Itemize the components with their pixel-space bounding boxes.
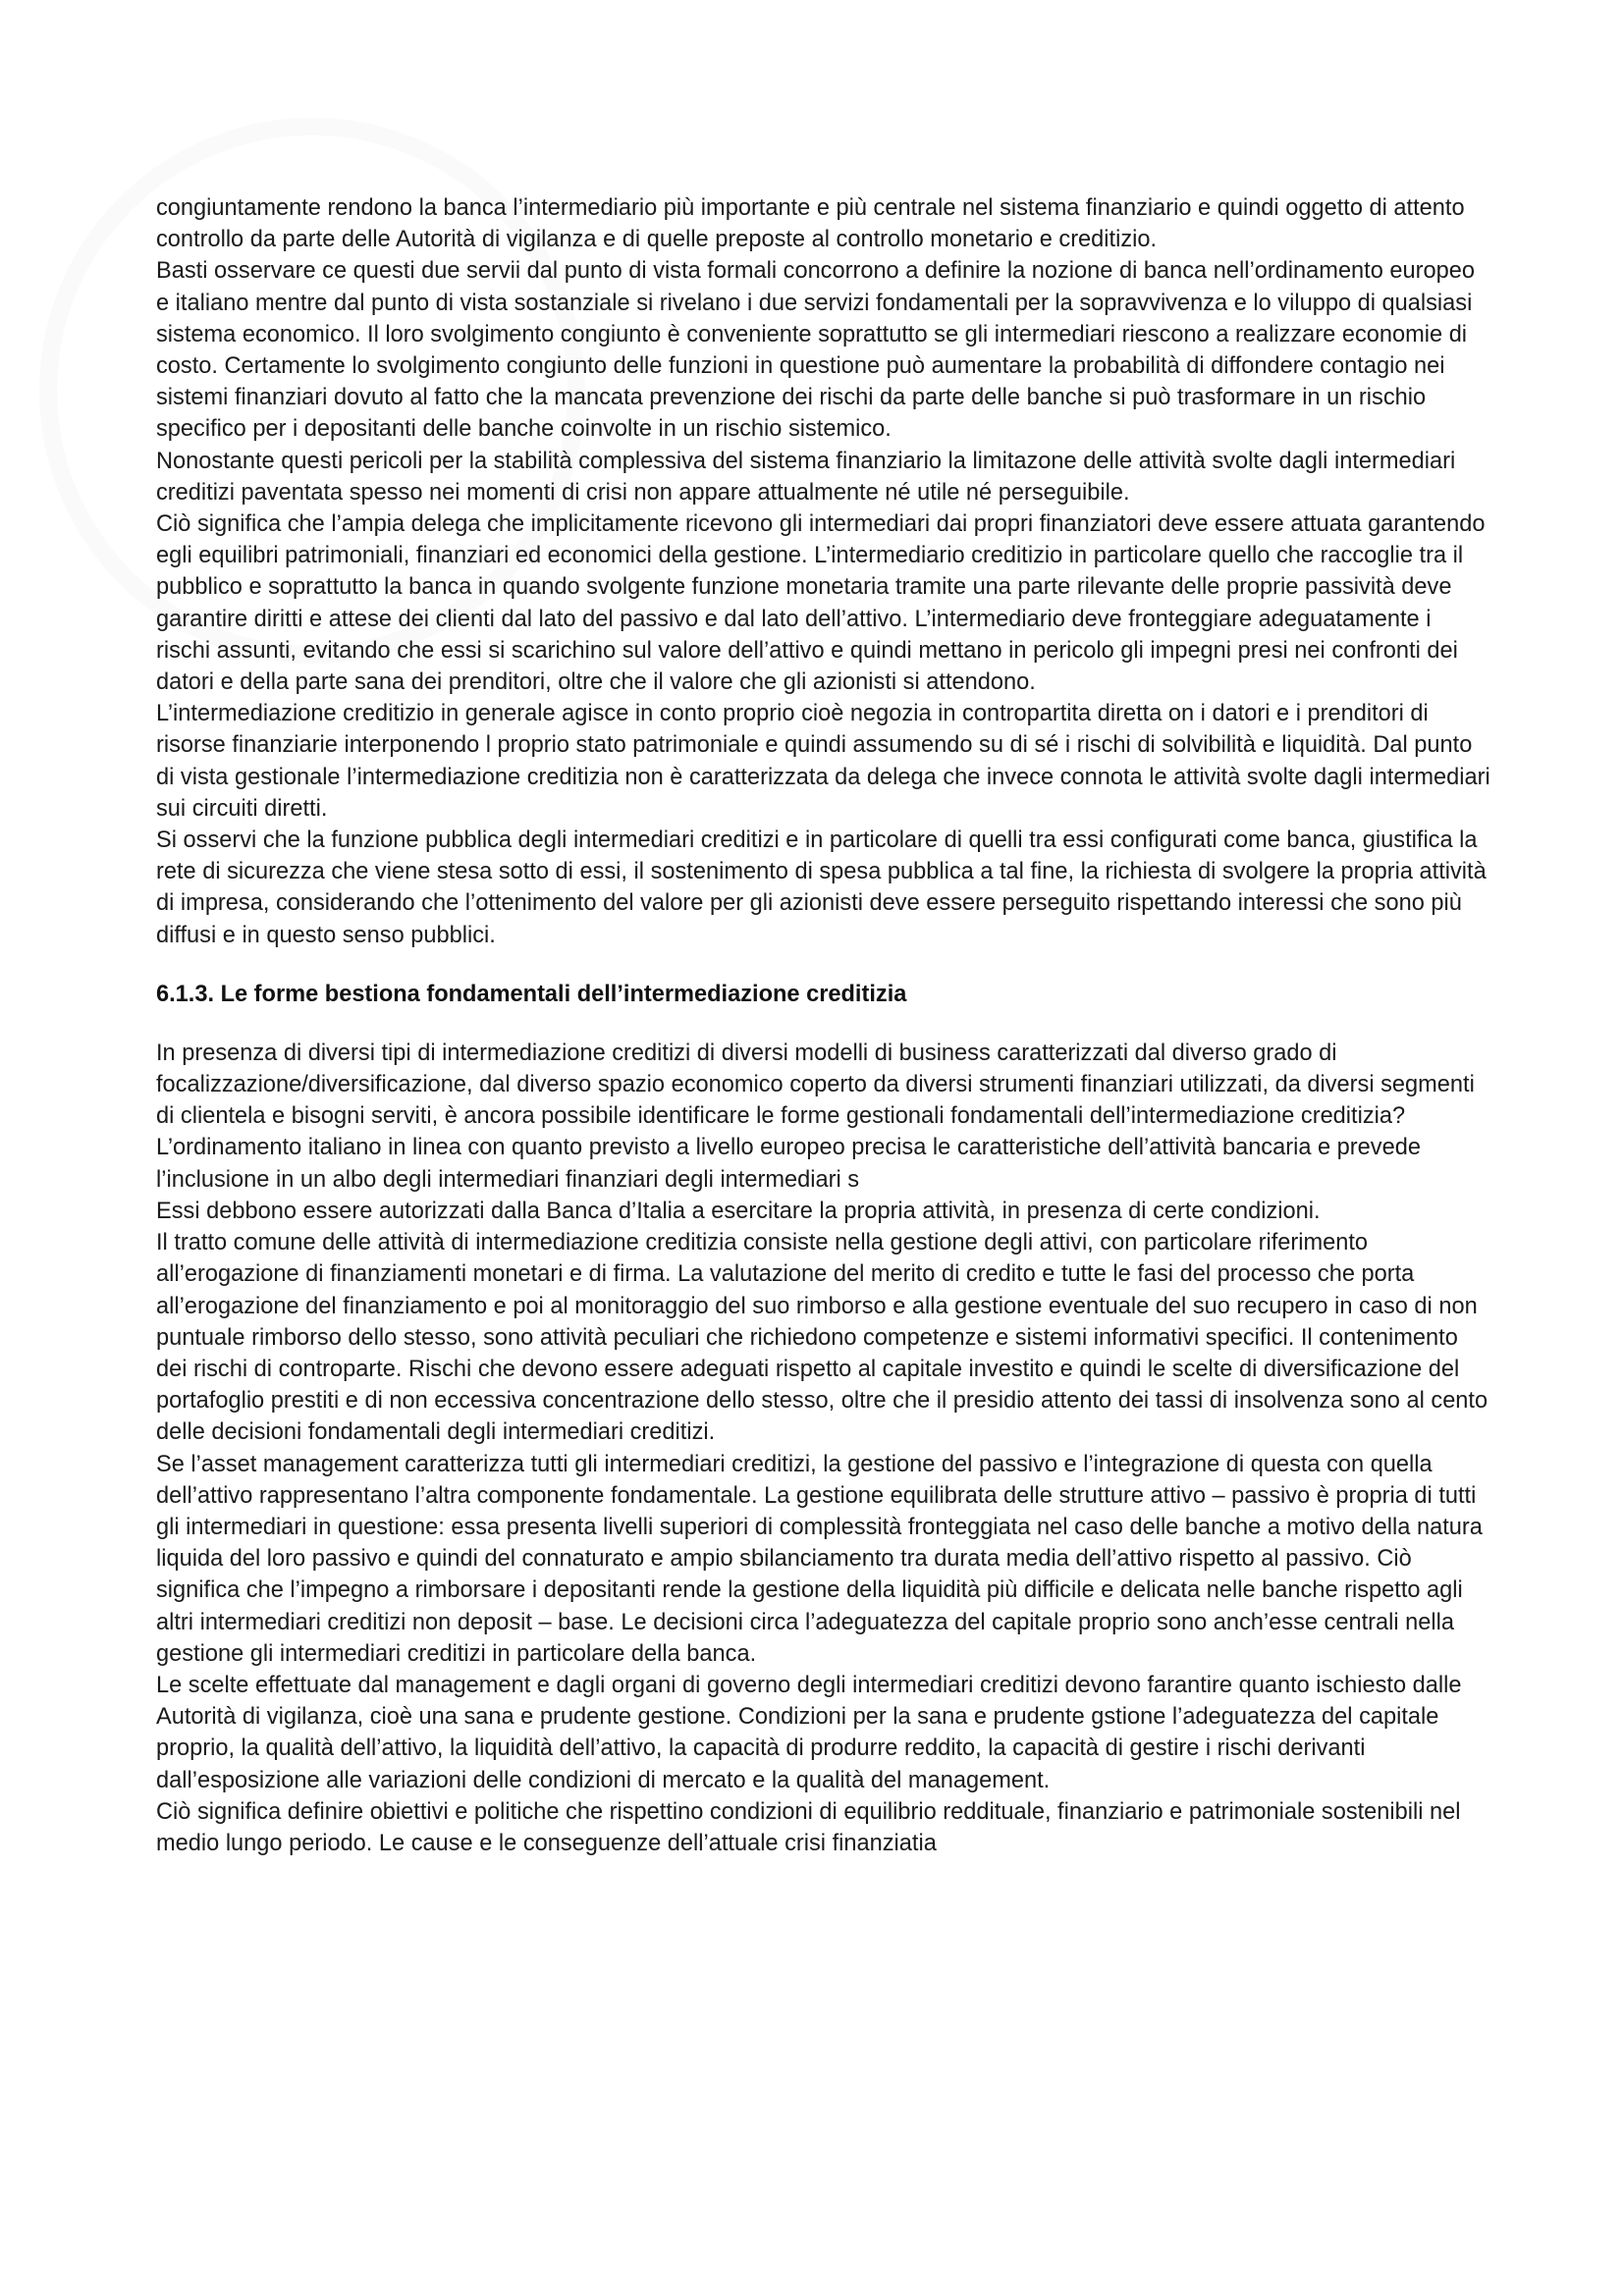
paragraphs-after-heading (156, 1038, 1491, 1859)
section-heading: 6.1.3. Le forme bestiona fondamentali dell’intermediazione creditizia (156, 981, 907, 1007)
paragraph: Ciò significa definire obiettivi e politiche che rispettino condizioni di equilibrio reddituale, finanziario e patrimoniale sostenibili nel medio lungo periodo. Le cause e le conseguenze dell’attuale crisi finanziatia (156, 1798, 1461, 1856)
paragraph: Nonostante questi pericoli per la stabilità complessiva del sistema finanziario la limitazone delle attività svolte dagli intermediari creditizi paventata spesso nei momenti di crisi non appare attualmente né utile né perseguibile. (156, 448, 1456, 506)
paragraph: In presenza di diversi tipi di intermediazione creditizi di diversi modelli di business caratterizzati dal diverso grado di focalizzazione/diversificazione, dal diverso spazio economico coperto da diversi strumenti finanziari utilizzati, da diversi segmenti di clientela e bisogni serviti, è ancora possibile identificare le forme gestionali fondamentali dell’intermediazione creditizia? (156, 1040, 1475, 1130)
paragraph: L’ordinamento italiano in linea con quanto previsto a livello europeo precisa le caratteristiche dell’attività bancaria e prevede l’inclusione in un albo degli intermediari finanziari degli intermediari s (156, 1135, 1421, 1193)
spacer (156, 951, 1491, 965)
document-body (156, 192, 1491, 1859)
paragraph: Essi debbono essere autorizzati dalla Banca d’Italia a esercitare la propria attività, in presenza di certe condizioni. (156, 1198, 1321, 1224)
paragraph: Si osservi che la funzione pubblica degli intermediari creditizi e in particolare di quelli tra essi configurati come banca, giustifica la rete di sicurezza che viene stesa sotto di essi, il sostenimento di spesa pubblica a tal fine, la richiesta di svolgere la propria attività di impresa, considerando che l’ottenimento del valore per gli azionisti deve essere perseguito rispettando interessi che sono più diffusi e in questo senso pubblici. (156, 828, 1487, 948)
paragraph: Le scelte effettuate dal management e dagli organi di governo degli intermediari creditizi devono farantire quanto ischiesto dalle Autorità di vigilanza, cioè una sana e prudente gestione. Condizioni per la sana e prudente gstione l’adeguatezza del capitale proprio, la qualità dell’attivo, la liquidità dell’attivo, la capacità di produrre reddito, la capacità di gestire i rischi derivanti dall’esposizione alle variazioni delle condizioni di mercato e la qualità del management. (156, 1672, 1462, 1793)
paragraph: Se l’asset management caratterizza tutti gli intermediari creditizi, la gestione del passivo e l’integrazione di questa con quella dell’attivo rappresentano l’altra componente fondamentale. La gestione equilibrata delle strutture attivo – passivo è propria di tutti gli intermediari in questione: essa presenta livelli superiori di complessità fronteggiata nel caso delle banche a motivo della natura liquida del loro passivo e quindi del connaturato e ampio sbilanciamento tra durata media dell’attivo rispetto al passivo. Ciò significa che l’impegno a rimborsare i depositanti rende la gestione della liquidità più difficile e delicata nelle banche rispetto agli altri intermediari creditizi non deposit – base. Le decisioni circa l’adeguatezza del capitale proprio sono anch’esse centrali nella gestione gli intermediari creditizi in particolare della banca. (156, 1451, 1483, 1667)
paragraph: congiuntamente rendono la banca l’intermediario più importante e più centrale nel sistema finanziario e quindi oggetto di attento controllo da parte delle Autorità di vigilanza e di quelle preposte al controllo monetario e creditizio. (156, 195, 1465, 253)
paragraph: Il tratto comune delle attività di intermediazione creditizia consiste nella gestione degli attivi, con particolare riferimento all’erogazione di finanziamenti monetari e di firma. La valutazione del merito di credito e tutte le fasi del processo che porta all’erogazione del finanziamento e poi al monitoraggio del suo rimborso e alla gestione eventuale del suo recupero in caso di non puntuale rimborso dello stesso, sono attività peculiari che richiedono competenze e sistemi informativi specifici. Il contenimento dei rischi di controparte. Rischi che devono essere adeguati rispetto al capitale investito e quindi le scelte di diversificazione del portafoglio prestiti e di non eccessiva concentrazione dello stesso, oltre che il presidio attento dei tassi di insolvenza sono al cento delle decisioni fondamentali degli intermediari creditizi. (156, 1230, 1488, 1446)
paragraphs-before-heading (156, 192, 1491, 951)
paragraph: Basti osservare ce questi due servii dal punto di vista formali concorrono a definire la nozione di banca nell’ordinamento europeo e italiano mentre dal punto di vista sostanziale si rivelano i due servizi fondamentali per la sopravvivenza e lo viluppo di qualsiasi sistema economico. Il loro svolgimento congiunto è conveniente soprattutto se gli intermediari riescono a realizzare economie di costo. Certamente lo svolgimento congiunto delle funzioni in questione può aumentare la probabilità di diffondere contagio nei sistemi finanziari dovuto al fatto che la mancata prevenzione dei rischi da parte delle banche si può trasformare in un rischio specifico per i depositanti delle banche coinvolte in un rischio sistemico. (156, 258, 1476, 443)
paragraph: L’intermediazione creditizio in generale agisce in conto proprio cioè negozia in contropartita diretta on i datori e i prenditori di risorse finanziarie interponendo l proprio stato patrimoniale e quindi assumendo su di sé i rischi di solvibilità e liquidità. Dal punto di vista gestionale l’intermediazione creditizia non è caratterizzata da delega che invece connota le attività svolte dagli intermediari sui circuiti diretti. (156, 701, 1490, 822)
paragraph: Ciò significa che l’ampia delega che implicitamente ricevono gli intermediari dai propri finanziatori deve essere attuata garantendo egli equilibri patrimoniali, finanziari ed economici della gestione. L’intermediario creditizio in particolare quello che raccoglie tra il pubblico e soprattutto la banca in quando svolgente funzione monetaria tramite una parte rilevante delle proprie passività deve garantire diritti e attese dei clienti dal lato del passivo e dal lato dell’attivo. L’intermediario deve fronteggiare adeguatamente i rischi assunti, evitando che essi si scarichino sul valore dell’attivo e quindi mettano in pericolo gli impegni presi nei confronti dei datori e della parte sana dei prenditori, oltre che il valore che gli azionisti si attendono. (156, 511, 1486, 696)
